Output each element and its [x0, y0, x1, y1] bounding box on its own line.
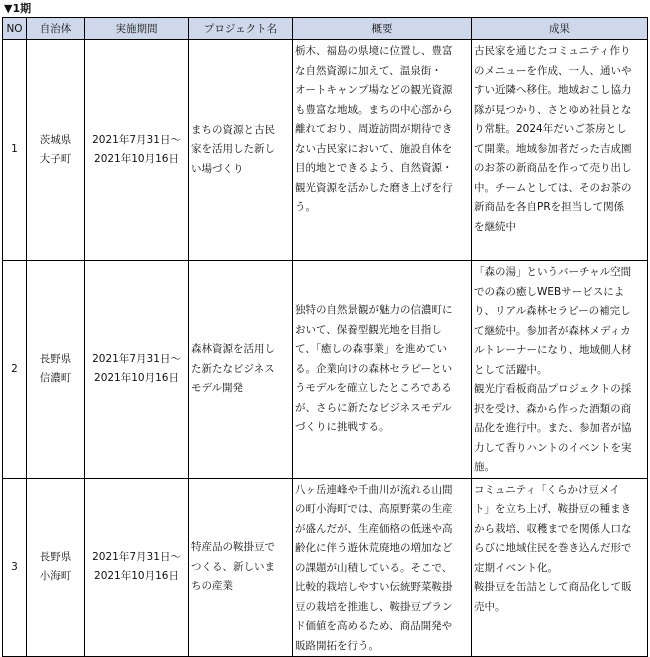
overview-cell: 八ヶ岳連峰や千曲川が流れる山間 の町小海町では、高原野菜の生産 が盛んだが、生産価格の低迷や高 齢化に伴う遊休荒廃地の増加など の課題が山積している。そこで、 比較的栽培しやすい伝統野菜鞍掛 豆の栽培を推進し、鞍掛豆ブラン ド価値を高めるため、商品開発や 販路開拓を行う。 [293, 478, 472, 657]
column-header-municipality: 自治体 [27, 18, 85, 40]
municipality-cell: 長野県 信濃町 [27, 261, 85, 479]
section-heading: ▼1期 [4, 2, 32, 15]
row-number: 1 [3, 40, 27, 261]
period-cell: 2021年7月31日〜 2021年10月16日 [85, 40, 189, 261]
result-cell: 古民家を通じたコミュニティ作り のメニューを作成、一人、通いや すい近隣へ移住。地域おこし協力 隊が見つかり、さとゆめ社員とな り常駐。2024年だいご茶房とし て開業。地域参加者だった吉成園 のお茶の新商品を作って売り出し 中。チームとしては、そのお茶の 新商品を各自PRを担当して関係 を継続中 [472, 40, 648, 261]
column-header-period: 実施期間 [85, 18, 189, 40]
overview-cell: 栃木、福島の県境に位置し、豊富 な自然資源に加えて、温泉街・ オートキャンプ場などの観光資源 も豊富な地域。まちの中心部から 離れており、周遊訪問が期待でき ない古民家において、施設自体を 目的地とできるよう、自然資源・ 観光資源を活かした磨き上げを行 う。 [293, 40, 472, 261]
municipality-cell: 茨城県 大子町 [27, 40, 85, 261]
row-number: 3 [3, 478, 27, 657]
row-number: 2 [3, 261, 27, 479]
period-cell: 2021年7月31日〜 2021年10月16日 [85, 478, 189, 657]
project-name-cell: 森林資源を活用し た新たなビジネス モデル開発 [189, 261, 293, 479]
project-name-cell: まちの資源と古民 家を活用した新し い場づくり [189, 40, 293, 261]
project-table [2, 17, 648, 657]
column-header-overview: 概要 [293, 18, 472, 40]
table-row [3, 478, 648, 657]
municipality-cell: 長野県 小海町 [27, 478, 85, 657]
overview-cell: 独特の自然景観が魅力の信濃町に おいて、保養型観光地を目指し て、「癒しの森事業」を進めてい る。企業向けの森林セラピーとい うモデルを確立したところである が、さらに新たなビジネスモデル づくりに挑戦する。 [293, 261, 472, 479]
result-cell: コミュニティ「くらかけ豆メイ ト」を立ち上げ、鞍掛豆の種まき から栽培、収穫までを関係人口な らびに地域住民を巻き込んだ形で 定期イベント化。 鞍掛豆を缶詰として商品化して販 売中。 [472, 478, 648, 657]
table-row [3, 40, 648, 261]
column-header-no: NO [3, 18, 27, 40]
column-header-project: プロジェクト名 [189, 18, 293, 40]
result-cell: 「森の湯」というバーチャル空間 での森の癒しWEBサービスによ り、リアル森林セラピーの補完し て継続中。参加者が森林メディカ ルトレーナーになり、地域側人材 として活躍中。 観光庁看板商品プロジェクトの採 択を受け、森から作った酒類の商 品化を進行中。また、参加者が協 力して香りハントのイベントを実 施。 [472, 261, 648, 479]
table-header-row [3, 18, 648, 40]
project-name-cell: 特産品の鞍掛豆で つくる、新しいま ちの産業 [189, 478, 293, 657]
column-header-result: 成果 [472, 18, 648, 40]
table-row [3, 261, 648, 479]
period-cell: 2021年7月31日〜 2021年10月16日 [85, 261, 189, 479]
